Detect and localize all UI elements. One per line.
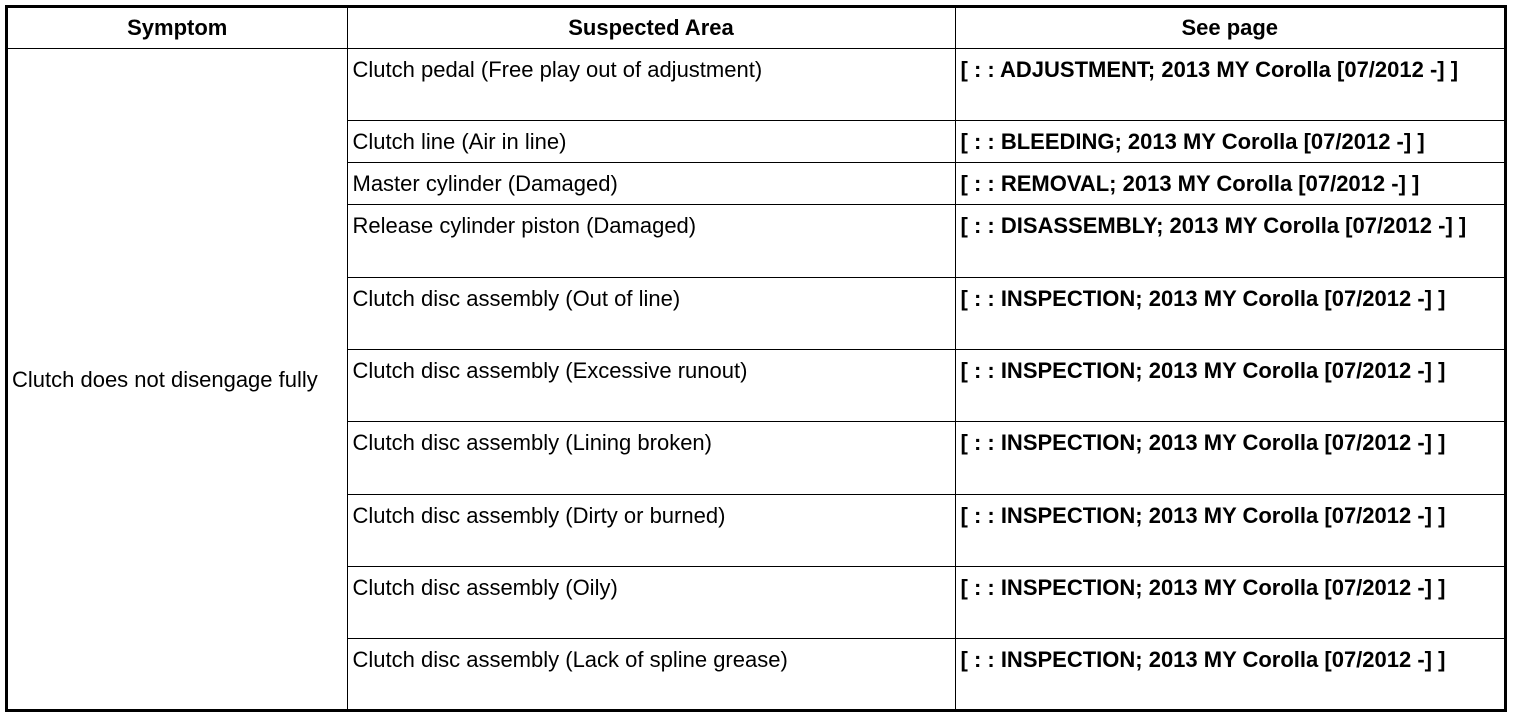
suspected-area-cell: Clutch disc assembly (Dirty or burned) (347, 495, 955, 567)
suspected-area-cell: Release cylinder piston (Damaged) (347, 205, 955, 278)
troubleshooting-table (8, 8, 1504, 711)
suspected-area-cell: Clutch disc assembly (Excessive runout) (347, 350, 955, 422)
header-symptom: Symptom (8, 8, 347, 49)
table-row (8, 49, 1504, 121)
see-page-link[interactable]: [ : : INSPECTION; 2013 MY Corolla [07/2012 -] ] (955, 639, 1504, 711)
header-row (8, 8, 1504, 49)
see-page-link[interactable]: [ : : REMOVAL; 2013 MY Corolla [07/2012 -] ] (955, 163, 1504, 205)
header-suspected-area: Suspected Area (347, 8, 955, 49)
see-page-link[interactable]: [ : : INSPECTION; 2013 MY Corolla [07/2012 -] ] (955, 350, 1504, 422)
see-page-link[interactable]: [ : : INSPECTION; 2013 MY Corolla [07/2012 -] ] (955, 567, 1504, 639)
suspected-area-cell: Master cylinder (Damaged) (347, 163, 955, 205)
see-page-link[interactable]: [ : : INSPECTION; 2013 MY Corolla [07/2012 -] ] (955, 278, 1504, 350)
suspected-area-cell: Clutch disc assembly (Lack of spline grease) (347, 639, 955, 711)
suspected-area-cell: Clutch pedal (Free play out of adjustment) (347, 49, 955, 121)
header-see-page: See page (955, 8, 1504, 49)
symptom-cell: Clutch does not disengage fully (8, 49, 347, 711)
suspected-area-cell: Clutch disc assembly (Oily) (347, 567, 955, 639)
suspected-area-cell: Clutch line (Air in line) (347, 121, 955, 163)
suspected-area-cell: Clutch disc assembly (Lining broken) (347, 422, 955, 495)
suspected-area-cell: Clutch disc assembly (Out of line) (347, 278, 955, 350)
see-page-link[interactable]: [ : : BLEEDING; 2013 MY Corolla [07/2012 -] ] (955, 121, 1504, 163)
see-page-link[interactable]: [ : : INSPECTION; 2013 MY Corolla [07/2012 -] ] (955, 422, 1504, 495)
see-page-link[interactable]: [ : : ADJUSTMENT; 2013 MY Corolla [07/2012 -] ] (955, 49, 1504, 121)
troubleshooting-table-container (5, 5, 1507, 712)
see-page-link[interactable]: [ : : INSPECTION; 2013 MY Corolla [07/2012 -] ] (955, 495, 1504, 567)
see-page-link[interactable]: [ : : DISASSEMBLY; 2013 MY Corolla [07/2012 -] ] (955, 205, 1504, 278)
